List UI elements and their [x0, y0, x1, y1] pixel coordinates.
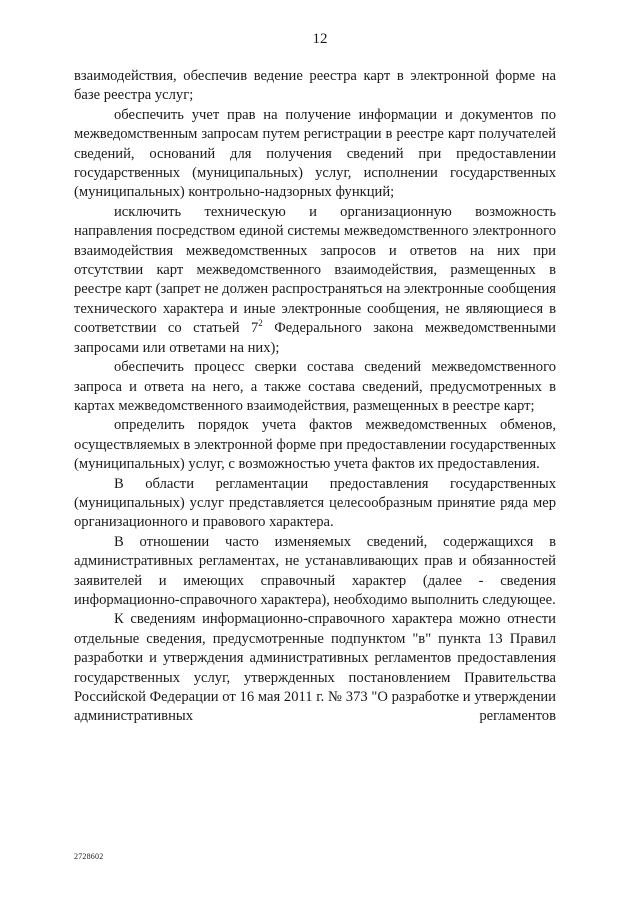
paragraph-5: определить порядок учета фактов межведомственных обменов, осуществляемых в электронной форме при предоставлении государственных (муниципальных) услуг, с возможностью учета фактов их предоставления. — [74, 417, 556, 473]
document-code: 2728602 — [74, 852, 104, 861]
paragraph-3 — [74, 203, 556, 358]
paragraph-3-text-after: Федерального закона межведомственными запросами или ответами на них); — [74, 320, 556, 356]
paragraph-7: В отношении часто изменяемых сведений, содержащихся в административных регламентах, не устанавливающих прав и обязанностей заявителей и имеющих справочный характер (далее - сведения информационно-справочного характера), необходимо выполнить следующее. — [74, 533, 556, 608]
paragraph-4: обеспечить процесс сверки состава сведений межведомственного запроса и ответа на него, а также состава сведений, предусмотренных в картах межведомственного взаимодействия, размещенных в реестре карт; — [74, 359, 556, 414]
page-number: 12 — [312, 31, 328, 47]
superscript-article-number: 2 — [258, 318, 263, 329]
paragraph-1: взаимодействия, обеспечив ведение реестра карт в электронной форме на базе реестра услуг; — [74, 68, 556, 104]
paragraph-8: К сведениям информационно-справочного характера можно отнести отдельные сведения, предусмотренные подпунктом "в" пункта 13 Правил разработки и утверждения административных регламентов предоставления государственных услуг, утвержденных постановлением Правительства Российской Федерации от 16 мая 2011 г. № 373 "О разработке и утверждении административных регламентов — [74, 611, 556, 725]
paragraph-2: обеспечить учет прав на получение информации и документов по межведомственным запросам путем регистрации в реестре карт получателей сведений, оснований для получения сведений при предоставлении государственных (муниципальных) услуг, исполнении государственных (муниципальных) контрольно-надзорных функций; — [74, 106, 556, 201]
paragraph-6: В области регламентации предоставления государственных (муниципальных) услуг представляется целесообразным принятие ряда мер организационного и правового характера. — [74, 475, 556, 531]
document-body — [74, 67, 556, 727]
paragraph-3-text-before: исключить техническую и организационную возможность направления посредством единой системы межведомственного электронного взаимодействия межведомственных запросов и ответов на них при отсутствии карт межведомственного взаимодействия, размещенных в реестре карт (запрет не должен распространяться на электронные сообщения технического характера и иные электронные сообщения, не являющиеся в соответствии со статьей 7 — [74, 203, 556, 337]
